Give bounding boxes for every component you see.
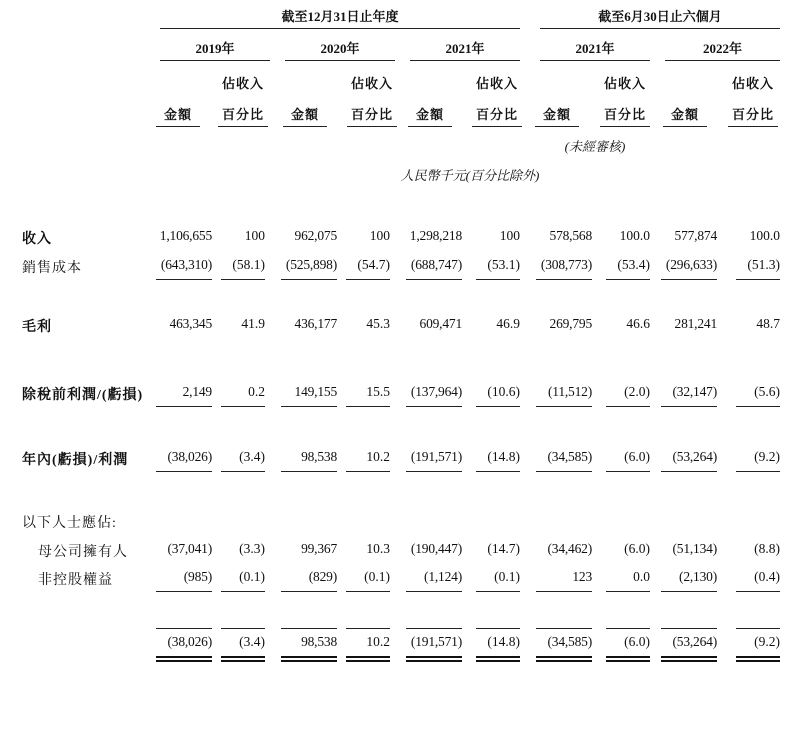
total-double-rule <box>156 656 212 662</box>
table-cell-percent: 100 <box>369 228 390 243</box>
table-cell-amount: (53,264) <box>672 449 717 464</box>
subtotal-rule <box>536 279 592 280</box>
total-double-rule <box>661 656 717 662</box>
table-cell-percent: 0.2 <box>248 384 265 399</box>
subtotal-rule <box>406 406 462 407</box>
subtotal-rule <box>156 591 212 592</box>
table-cell-percent: (0.1) <box>239 569 265 584</box>
pct-header-rule <box>472 126 522 127</box>
table-cell-percent: 41.9 <box>241 316 265 331</box>
table-cell-amount: (32,147) <box>672 384 717 399</box>
table-cell-percent: 10.2 <box>366 449 390 464</box>
table-cell-percent: 0.0 <box>633 569 650 584</box>
pct-header-line2: 百分比 <box>475 107 518 122</box>
table-cell-amount: (829) <box>308 569 337 584</box>
group-header-interim: 截至6月30日止六個月 <box>598 9 722 24</box>
table-cell-amount: 578,568 <box>549 228 592 243</box>
subtotal-rule <box>661 406 717 407</box>
total-double-rule <box>281 656 337 662</box>
table-cell-amount: 99,367 <box>301 541 337 556</box>
table-cell-percent: 45.3 <box>366 316 390 331</box>
table-cell-percent: 10.2 <box>366 634 390 649</box>
table-cell-percent: (6.0) <box>624 449 650 464</box>
subtotal-rule <box>736 471 780 472</box>
table-cell-amount: 269,795 <box>549 316 592 331</box>
table-cell-percent: (9.2) <box>754 634 780 649</box>
table-cell-percent: (3.3) <box>239 541 265 556</box>
table-cell-amount: (525,898) <box>285 257 337 272</box>
unit-note: 人民幣千元(百分比除外) <box>400 168 540 183</box>
amount-header-rule <box>156 126 200 127</box>
subtotal-rule <box>476 591 520 592</box>
table-cell-percent: 10.3 <box>366 541 390 556</box>
table-cell-percent: (14.7) <box>487 541 520 556</box>
table-cell-amount: (2,130) <box>679 569 717 584</box>
subtotal-rule <box>736 406 780 407</box>
pct-header-line2: 百分比 <box>603 107 646 122</box>
subtotal-rule <box>661 279 717 280</box>
row-label: 年內(虧損)/利潤 <box>22 453 129 468</box>
table-cell-amount: (191,571) <box>410 449 462 464</box>
subtotal-rule <box>281 406 337 407</box>
year-rule-2022-interim <box>665 60 780 61</box>
table-cell-amount: (34,585) <box>547 449 592 464</box>
subtotal-rule <box>346 279 390 280</box>
total-top-rule <box>156 628 212 629</box>
table-cell-percent: (2.0) <box>624 384 650 399</box>
subtotal-rule <box>281 279 337 280</box>
table-cell-percent: (53.1) <box>487 257 520 272</box>
pct-header-line1: 佔收入 <box>603 76 646 91</box>
table-cell-amount: (34,462) <box>547 541 592 556</box>
subtotal-rule <box>606 406 650 407</box>
table-cell-percent: 100 <box>244 228 265 243</box>
table-cell-percent: (53.4) <box>617 257 650 272</box>
total-double-rule <box>606 656 650 662</box>
table-cell-percent: (5.6) <box>754 384 780 399</box>
table-cell-percent: (14.8) <box>487 634 520 649</box>
table-cell-amount: 1,298,218 <box>409 228 462 243</box>
table-cell-percent: (14.8) <box>487 449 520 464</box>
subtotal-rule <box>346 406 390 407</box>
subtotal-rule <box>281 471 337 472</box>
total-top-rule <box>536 628 592 629</box>
table-cell-amount: (296,633) <box>665 257 717 272</box>
group-header-annual-rule <box>160 28 520 29</box>
total-top-rule <box>736 628 780 629</box>
subtotal-rule <box>406 279 462 280</box>
row-label: 非控股權益 <box>38 573 113 588</box>
subtotal-rule <box>346 591 390 592</box>
amount-header-rule <box>535 126 579 127</box>
subtotal-rule <box>606 279 650 280</box>
table-cell-amount: (51,134) <box>672 541 717 556</box>
table-cell-percent: (3.4) <box>239 634 265 649</box>
total-top-rule <box>606 628 650 629</box>
subtotal-rule <box>281 591 337 592</box>
table-cell-percent: (3.4) <box>239 449 265 464</box>
table-cell-amount: (11,512) <box>547 384 592 399</box>
table-cell-percent: (54.7) <box>357 257 390 272</box>
table-cell-percent: (6.0) <box>624 634 650 649</box>
table-cell-percent: 48.7 <box>756 316 780 331</box>
subtotal-rule <box>736 591 780 592</box>
amount-header: 金額 <box>542 107 571 122</box>
amount-header: 金額 <box>415 107 444 122</box>
subtotal-rule <box>661 591 717 592</box>
table-cell-amount: (191,571) <box>410 634 462 649</box>
subtotal-rule <box>476 406 520 407</box>
pct-header-line2: 百分比 <box>221 107 264 122</box>
subtotal-rule <box>221 279 265 280</box>
table-cell-amount: (1,124) <box>424 569 462 584</box>
subtotal-rule <box>536 406 592 407</box>
table-cell-amount: (37,041) <box>167 541 212 556</box>
year-header-2021-interim: 2021年 <box>575 41 615 56</box>
table-cell-percent: (0.1) <box>364 569 390 584</box>
table-cell-percent: 15.5 <box>366 384 390 399</box>
table-cell-percent: (6.0) <box>624 541 650 556</box>
amount-header-rule <box>283 126 327 127</box>
group-header-annual: 截至12月31日止年度 <box>281 9 399 24</box>
unaudited-note: (未經審核) <box>564 139 626 154</box>
pct-header-line1: 佔收入 <box>475 76 518 91</box>
pct-header-line1: 佔收入 <box>221 76 264 91</box>
table-cell-percent: (51.3) <box>747 257 780 272</box>
total-double-rule <box>736 656 780 662</box>
table-cell-amount: 123 <box>572 569 592 584</box>
amount-header-rule <box>408 126 452 127</box>
table-cell-percent: 46.9 <box>496 316 520 331</box>
table-cell-percent: (10.6) <box>487 384 520 399</box>
total-top-rule <box>476 628 520 629</box>
subtotal-rule <box>476 471 520 472</box>
amount-header: 金額 <box>163 107 192 122</box>
subtotal-rule <box>536 471 592 472</box>
row-label: 母公司擁有人 <box>38 545 128 560</box>
year-rule-2021-interim <box>540 60 650 61</box>
table-cell-amount: 2,149 <box>182 384 212 399</box>
subtotal-rule <box>606 471 650 472</box>
total-top-rule <box>346 628 390 629</box>
subtotal-rule <box>346 471 390 472</box>
year-header-2019: 2019年 <box>195 41 235 56</box>
table-cell-amount: 577,874 <box>674 228 717 243</box>
amount-header: 金額 <box>670 107 699 122</box>
row-label: 以下人士應佔: <box>22 516 117 531</box>
table-cell-amount: 281,241 <box>674 316 717 331</box>
total-double-rule <box>346 656 390 662</box>
table-cell-amount: 98,538 <box>301 634 337 649</box>
table-cell-amount: (38,026) <box>167 634 212 649</box>
table-cell-amount: (985) <box>183 569 212 584</box>
subtotal-rule <box>221 591 265 592</box>
group-header-interim-rule <box>540 28 780 29</box>
year-header-2021: 2021年 <box>445 41 485 56</box>
total-top-rule <box>661 628 717 629</box>
table-cell-percent: (8.8) <box>754 541 780 556</box>
table-cell-amount: 463,345 <box>169 316 212 331</box>
table-cell-amount: 436,177 <box>294 316 337 331</box>
subtotal-rule <box>536 591 592 592</box>
table-cell-amount: (34,585) <box>547 634 592 649</box>
pct-header-rule <box>728 126 778 127</box>
table-cell-amount: (53,264) <box>672 634 717 649</box>
table-cell-percent: 46.6 <box>626 316 650 331</box>
table-cell-percent: (0.4) <box>754 569 780 584</box>
year-header-2022-interim: 2022年 <box>702 41 742 56</box>
subtotal-rule <box>406 471 462 472</box>
table-cell-amount: 1,106,655 <box>159 228 212 243</box>
pct-header-rule <box>347 126 397 127</box>
total-top-rule <box>406 628 462 629</box>
table-cell-amount: (308,773) <box>540 257 592 272</box>
year-header-2020: 2020年 <box>320 41 360 56</box>
row-label: 除稅前利潤/(虧損) <box>22 388 144 403</box>
row-label: 毛利 <box>22 320 52 335</box>
table-cell-percent: (9.2) <box>754 449 780 464</box>
total-double-rule <box>406 656 462 662</box>
subtotal-rule <box>156 406 212 407</box>
row-label: 收入 <box>22 232 52 247</box>
pct-header-line2: 百分比 <box>350 107 393 122</box>
table-cell-amount: 609,471 <box>419 316 462 331</box>
subtotal-rule <box>221 406 265 407</box>
subtotal-rule <box>156 471 212 472</box>
total-double-rule <box>536 656 592 662</box>
pct-header-line1: 佔收入 <box>731 76 774 91</box>
subtotal-rule <box>736 279 780 280</box>
table-cell-amount: (688,747) <box>410 257 462 272</box>
table-cell-amount: (643,310) <box>160 257 212 272</box>
table-cell-amount: 149,155 <box>294 384 337 399</box>
year-rule-2020 <box>285 60 395 61</box>
subtotal-rule <box>661 471 717 472</box>
table-cell-amount: (190,447) <box>410 541 462 556</box>
table-cell-amount: (137,964) <box>410 384 462 399</box>
table-cell-amount: 98,538 <box>301 449 337 464</box>
subtotal-rule <box>476 279 520 280</box>
table-cell-amount: (38,026) <box>167 449 212 464</box>
total-double-rule <box>476 656 520 662</box>
total-top-rule <box>221 628 265 629</box>
table-cell-percent: 100.0 <box>619 228 650 243</box>
amount-header: 金額 <box>290 107 319 122</box>
table-cell-percent: 100 <box>499 228 520 243</box>
year-rule-2019 <box>160 60 270 61</box>
table-cell-percent: (58.1) <box>232 257 265 272</box>
table-cell-percent: 100.0 <box>749 228 780 243</box>
total-double-rule <box>221 656 265 662</box>
subtotal-rule <box>221 471 265 472</box>
total-top-rule <box>281 628 337 629</box>
pct-header-line2: 百分比 <box>731 107 774 122</box>
subtotal-rule <box>606 591 650 592</box>
subtotal-rule <box>156 279 212 280</box>
amount-header-rule <box>663 126 707 127</box>
table-cell-percent: (0.1) <box>494 569 520 584</box>
row-label: 銷售成本 <box>22 261 82 276</box>
subtotal-rule <box>406 591 462 592</box>
table-cell-amount: 962,075 <box>294 228 337 243</box>
pct-header-line1: 佔收入 <box>350 76 393 91</box>
year-rule-2021 <box>410 60 520 61</box>
pct-header-rule <box>600 126 650 127</box>
pct-header-rule <box>218 126 268 127</box>
